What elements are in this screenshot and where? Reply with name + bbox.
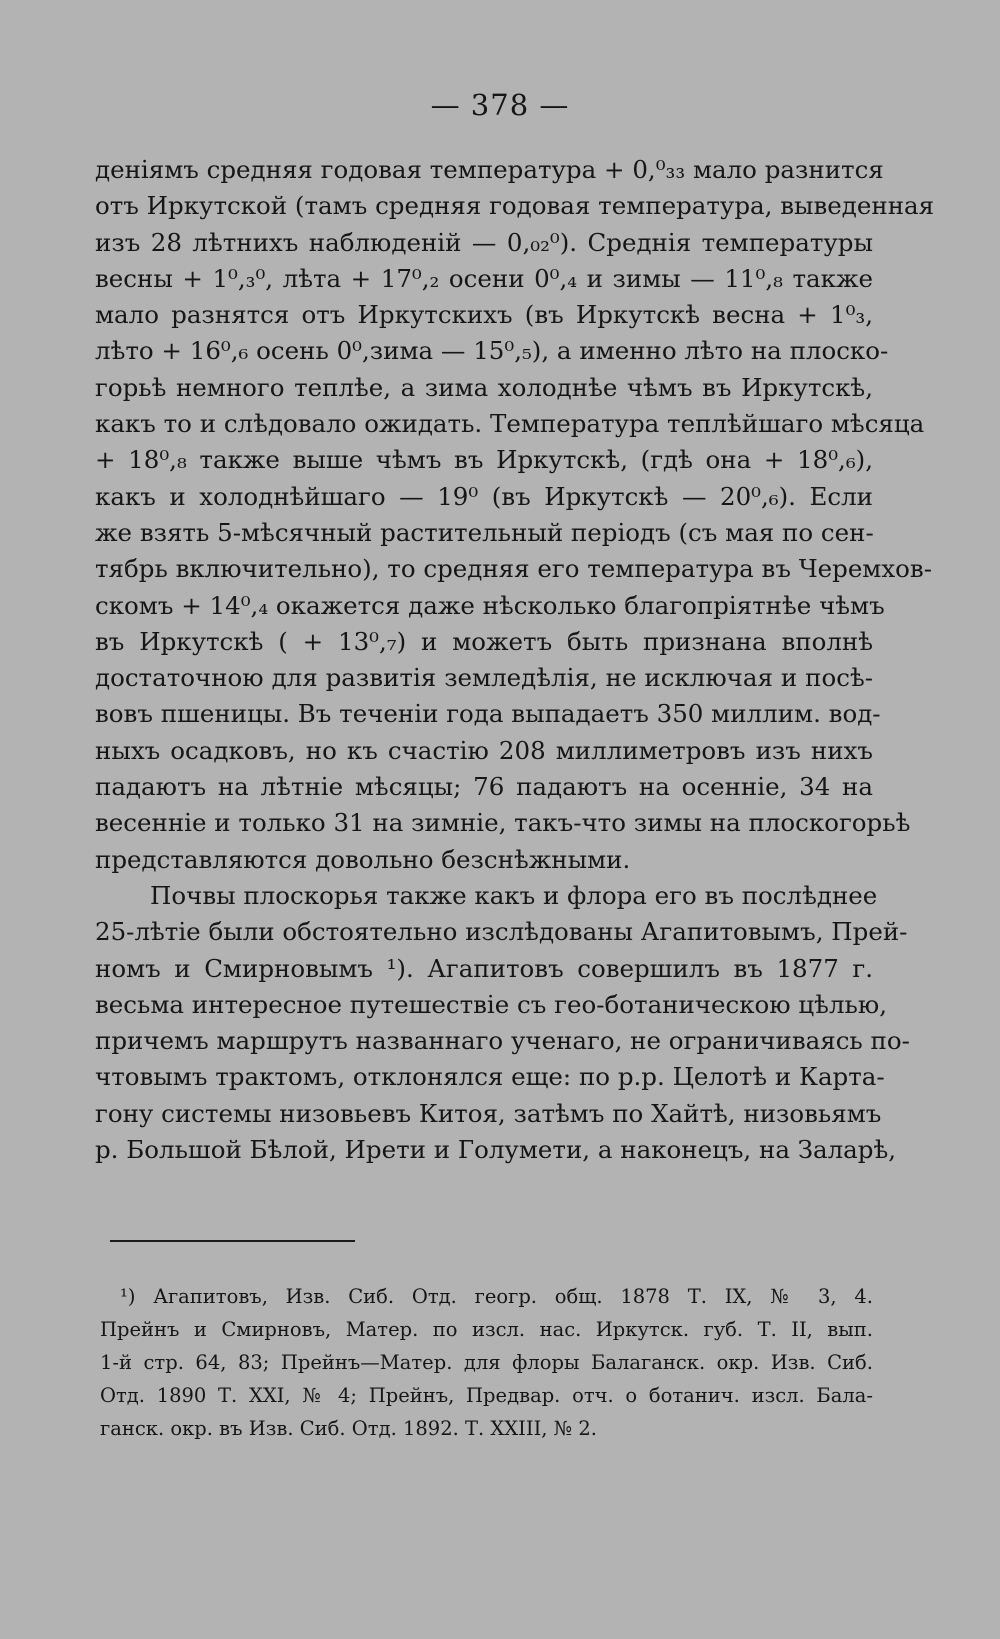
text-line: отъ Иркутской (тамъ средняя годовая температура, выведенная [95, 191, 935, 221]
text-line: представляются довольно безснѣжными. [95, 844, 631, 874]
text-line: + 18⁰,₈ также выше чѣмъ въ Иркутскѣ, (гдѣ она + 18⁰,₆), [95, 445, 873, 475]
page-number: — 378 — [430, 88, 570, 122]
text-line: чтовымъ трактомъ, отклонялся еще: по р.р. Целотѣ и Карта- [95, 1062, 885, 1092]
footnote-divider [110, 1240, 355, 1242]
text-line: тябрь включительно), то средняя его температура въ Черемхов- [95, 554, 933, 584]
text-line: вовъ пшеницы. Въ теченіи года выпадаетъ 350 миллим. вод- [95, 699, 881, 729]
text-line: мало разнятся отъ Иркутскихъ (въ Иркутскѣ весна + 1⁰₃, [95, 300, 873, 330]
footnote-line: Прейнъ и Смирновъ, Матер. по изсл. нас. Иркутск. губ. Т. II, вып. [100, 1318, 873, 1341]
text-line: падаютъ на лѣтніе мѣсяцы; 76 падаютъ на осенніе, 34 на [95, 772, 873, 802]
text-line: горьѣ немного теплѣе, а зима холоднѣе чѣмъ въ Иркутскѣ, [95, 372, 873, 402]
text-line: р. Большой Бѣлой, Ирети и Голумети, а наконецъ, на Заларѣ, [95, 1135, 897, 1165]
text-line: лѣто + 16⁰,₆ осень 0⁰,зима — 15⁰,₅), а именно лѣто на плоско- [95, 336, 889, 366]
text-line: весны + 1⁰,₃⁰, лѣта + 17⁰,₂ осени 0⁰,₄ и зимы — 11⁰,₈ также [95, 263, 873, 293]
text-line: ныхъ осадковъ, но къ счастію 208 миллиметровъ изъ нихъ [95, 735, 873, 765]
text-line: весьма интересное путешествіе съ гео-ботаническою цѣлью, [95, 989, 887, 1019]
text-line: причемъ маршрутъ названнаго ученаго, не ограничиваясь по- [95, 1026, 910, 1056]
paragraph-climate [95, 152, 935, 878]
paragraph-soils [95, 878, 910, 1168]
body-text [95, 152, 935, 1168]
text-line: номъ и Смирновымъ ¹). Агапитовъ совершилъ въ 1877 г. [95, 953, 873, 983]
footnote-line: ¹) Агапитовъ, Изв. Сиб. Отд. геогр. общ. 1878 Т. IX, № 3, 4. [120, 1285, 873, 1308]
text-line: скомъ + 14⁰,₄ окажется даже нѣсколько благопріятнѣе чѣмъ [95, 590, 885, 620]
footnote-line: ганск. окр. въ Изв. Сиб. Отд. 1892. Т. XXIII, № 2. [100, 1417, 597, 1440]
footnote-line: 1-й стр. 64, 83; Прейнъ—Матер. для флоры Балаганск. окр. Изв. Сиб. [100, 1351, 873, 1374]
text-line: 25-лѣтіе были обстоятельно изслѣдованы Агапитовымъ, Прей- [95, 917, 908, 947]
footnotes [100, 1280, 873, 1445]
footnote-line: Отд. 1890 Т. XXI, № 4; Прейнъ, Предвар. отч. о ботанич. изсл. Бала- [100, 1384, 873, 1407]
text-line: въ Иркутскѣ ( + 13⁰,₇) и можетъ быть признана вполнѣ [95, 626, 873, 656]
text-line: же взять 5-мѣсячный растительный періодъ (съ мая по сен- [95, 517, 874, 547]
text-line: достаточною для развитія земледѣлія, не исключая и посѣ- [95, 663, 873, 693]
text-line: какъ и холоднѣйшаго — 19⁰ (въ Иркутскѣ — 20⁰,₆). Если [95, 481, 873, 511]
text-line: гону системы низовьевъ Китоя, затѣмъ по Хайтѣ, низовьямъ [95, 1098, 882, 1128]
text-line: деніямъ средняя годовая температура + 0,⁰₃₃ мало разнится [95, 155, 884, 184]
text-line: какъ то и слѣдовало ожидать. Температура теплѣйшаго мѣсяца [95, 409, 925, 439]
text-line: изъ 28 лѣтнихъ наблюденій — 0,₀₂⁰). Среднія температуры [95, 227, 873, 257]
text-line: Почвы плоскорья также какъ и флора его въ послѣднее [150, 880, 878, 910]
text-line: весенніе и только 31 на зимніе, такъ-что зимы на плоскогорьѣ [95, 808, 911, 838]
